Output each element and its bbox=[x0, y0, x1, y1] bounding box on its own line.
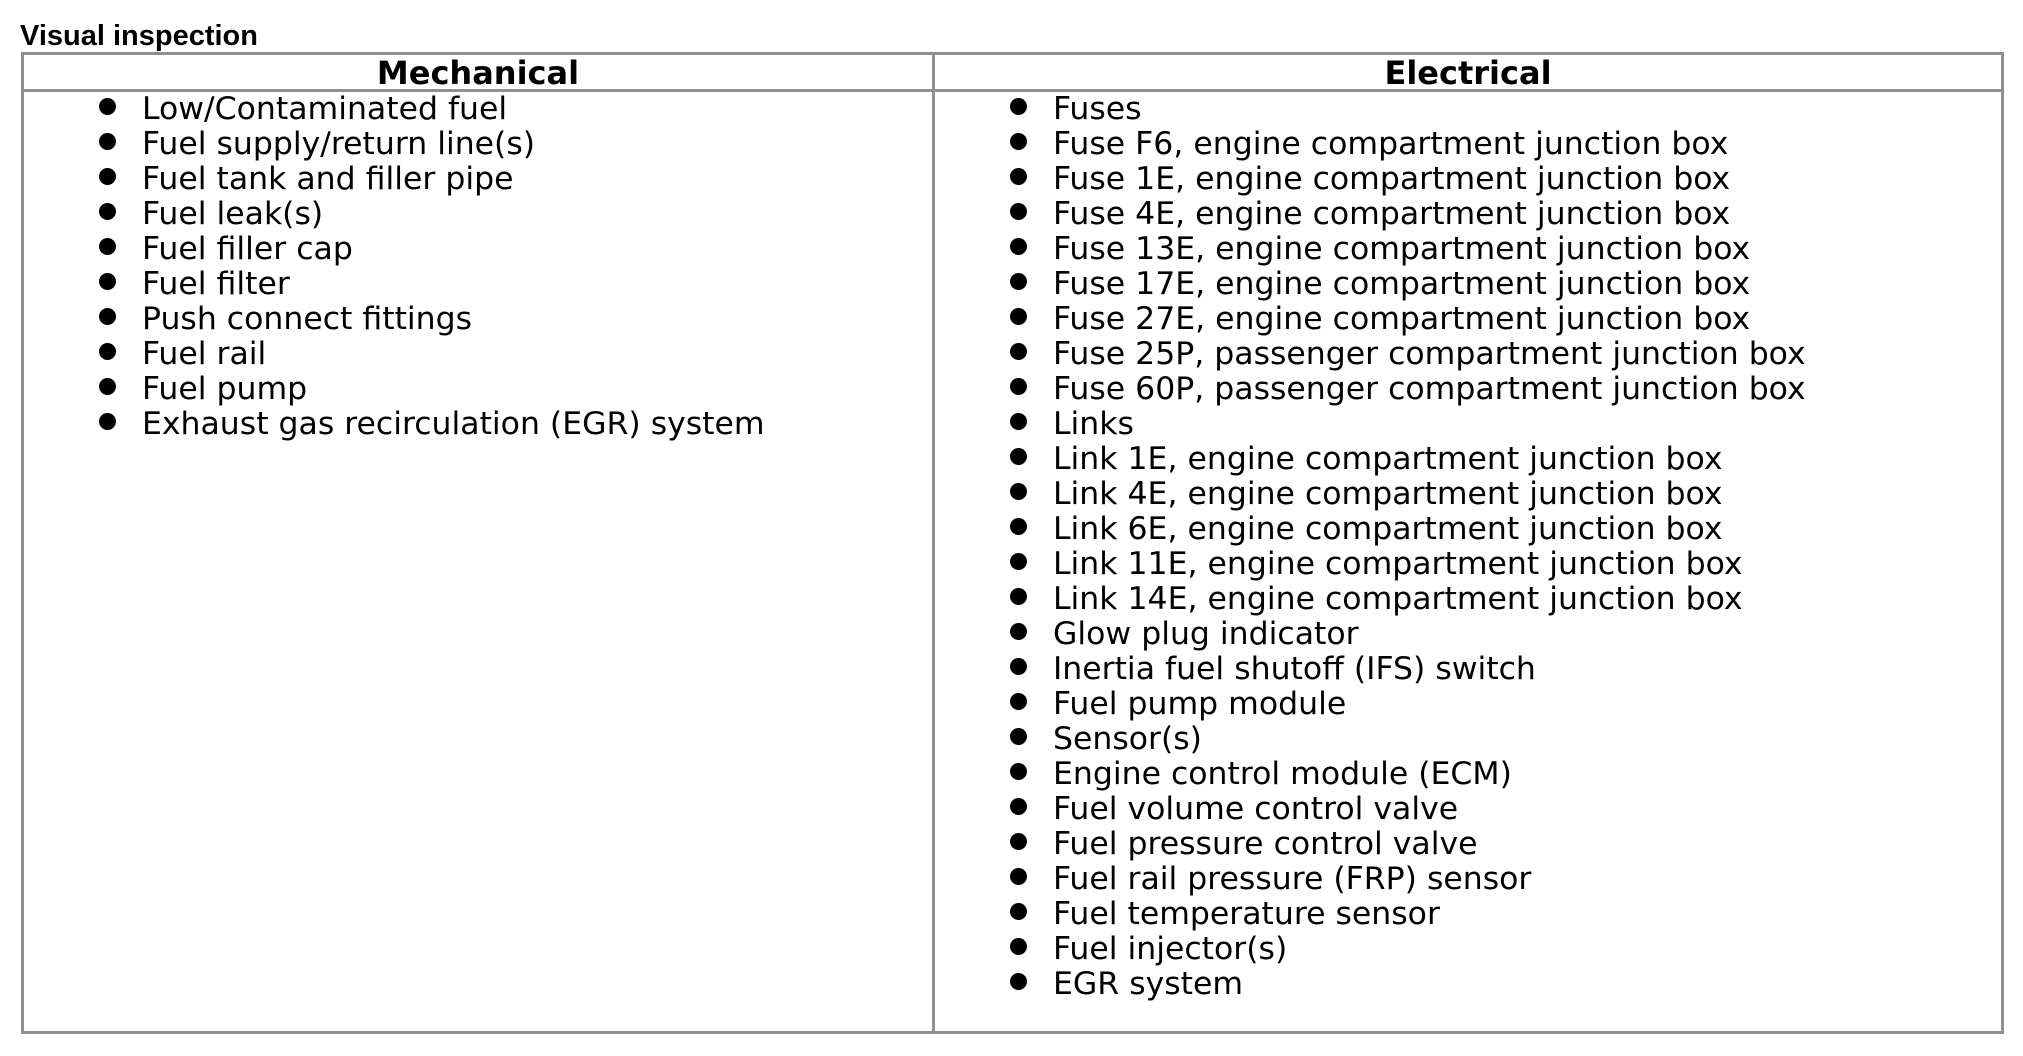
bullet-icon bbox=[1010, 98, 1027, 115]
mechanical-list-item bbox=[99, 337, 765, 372]
bullet-icon bbox=[1010, 273, 1027, 290]
list-item-text: Fuel injector(s) bbox=[1053, 931, 1288, 967]
list-item-text: Fuse 17E, engine compartment junction box bbox=[1053, 266, 1751, 302]
bullet-icon bbox=[1010, 623, 1027, 640]
bullet-icon bbox=[1010, 658, 1027, 675]
bullet-icon bbox=[1010, 728, 1027, 745]
list-item-text: Fuses bbox=[1053, 91, 1142, 127]
list-item-text: Low/Contaminated fuel bbox=[142, 91, 508, 127]
list-item-text: Fuel leak(s) bbox=[142, 196, 324, 232]
bullet-icon bbox=[99, 133, 116, 150]
bullet-icon bbox=[99, 413, 116, 430]
bullet-icon bbox=[1010, 798, 1027, 815]
bullet-icon bbox=[1010, 483, 1027, 500]
electrical-list-item bbox=[1010, 687, 1806, 722]
list-item-text: Fuel temperature sensor bbox=[1053, 896, 1440, 932]
list-item-text: Fuel supply/return line(s) bbox=[142, 126, 536, 162]
list-item-text: Fuse 13E, engine compartment junction box bbox=[1053, 231, 1751, 267]
list-item-text: Link 11E, engine compartment junction box bbox=[1053, 546, 1743, 582]
list-item-text: Fuse F6, engine compartment junction box bbox=[1053, 126, 1729, 162]
list-item-text: Fuel pump module bbox=[1053, 686, 1347, 722]
bullet-icon bbox=[99, 203, 116, 220]
electrical-list-item bbox=[1010, 757, 1806, 792]
mechanical-list-item bbox=[99, 407, 765, 442]
visual-inspection-table bbox=[21, 52, 2004, 1034]
bullet-icon bbox=[1010, 938, 1027, 955]
electrical-list-item bbox=[1010, 267, 1806, 302]
electrical-list-item bbox=[1010, 792, 1806, 827]
bullet-icon bbox=[99, 378, 116, 395]
electrical-column-header: Electrical bbox=[935, 55, 2001, 92]
electrical-item-list bbox=[1010, 92, 1806, 1002]
bullet-icon bbox=[1010, 518, 1027, 535]
electrical-list-item bbox=[1010, 862, 1806, 897]
electrical-list-item bbox=[1010, 967, 1806, 1002]
list-item-text: Fuse 25P, passenger compartment junction box bbox=[1053, 336, 1806, 372]
bullet-icon bbox=[1010, 308, 1027, 325]
list-item-text: Fuel filter bbox=[142, 266, 290, 302]
electrical-list-item bbox=[1010, 652, 1806, 687]
bullet-icon bbox=[1010, 903, 1027, 920]
electrical-list-item bbox=[1010, 337, 1806, 372]
bullet-icon bbox=[1010, 203, 1027, 220]
list-item-text: Push connect fittings bbox=[142, 301, 473, 337]
bullet-icon bbox=[1010, 553, 1027, 570]
mechanical-list-item bbox=[99, 92, 765, 127]
list-item-text: Fuse 27E, engine compartment junction box bbox=[1053, 301, 1751, 337]
mechanical-list-item bbox=[99, 302, 765, 337]
electrical-list-item bbox=[1010, 232, 1806, 267]
list-item-text: Fuse 4E, engine compartment junction box bbox=[1053, 196, 1731, 232]
electrical-list-item bbox=[1010, 302, 1806, 337]
electrical-list-item bbox=[1010, 617, 1806, 652]
list-item-text: Exhaust gas recirculation (EGR) system bbox=[142, 406, 765, 442]
list-item-text: Inertia fuel shutoff (IFS) switch bbox=[1053, 651, 1536, 687]
list-item-text: Glow plug indicator bbox=[1053, 616, 1359, 652]
bullet-icon bbox=[99, 308, 116, 325]
electrical-list-item bbox=[1010, 897, 1806, 932]
bullet-icon bbox=[1010, 588, 1027, 605]
list-item-text: Link 4E, engine compartment junction box bbox=[1053, 476, 1723, 512]
electrical-column-cell bbox=[935, 92, 2001, 1031]
electrical-list-item bbox=[1010, 442, 1806, 477]
bullet-icon bbox=[99, 238, 116, 255]
bullet-icon bbox=[1010, 448, 1027, 465]
bullet-icon bbox=[99, 168, 116, 185]
list-item-text: Fuse 60P, passenger compartment junction box bbox=[1053, 371, 1806, 407]
bullet-icon bbox=[1010, 378, 1027, 395]
mechanical-list-item bbox=[99, 162, 765, 197]
electrical-list-item bbox=[1010, 827, 1806, 862]
list-item-text: Fuse 1E, engine compartment junction box bbox=[1053, 161, 1731, 197]
list-item-text: Fuel volume control valve bbox=[1053, 791, 1459, 827]
list-item-text: Fuel tank and filler pipe bbox=[142, 161, 514, 197]
bullet-icon bbox=[1010, 693, 1027, 710]
electrical-list-item bbox=[1010, 932, 1806, 967]
mechanical-list-item bbox=[99, 127, 765, 162]
bullet-icon bbox=[1010, 763, 1027, 780]
list-item-text: Fuel pump bbox=[142, 371, 308, 407]
list-item-text: Fuel rail bbox=[142, 336, 267, 372]
electrical-list-item bbox=[1010, 407, 1806, 442]
bullet-icon bbox=[1010, 973, 1027, 990]
list-item-text: Sensor(s) bbox=[1053, 721, 1202, 757]
bullet-icon bbox=[99, 273, 116, 290]
bullet-icon bbox=[1010, 133, 1027, 150]
bullet-icon bbox=[1010, 413, 1027, 430]
electrical-list-item bbox=[1010, 162, 1806, 197]
list-item-text: Link 1E, engine compartment junction box bbox=[1053, 441, 1723, 477]
mechanical-column-cell bbox=[24, 92, 935, 1031]
bullet-icon bbox=[99, 343, 116, 360]
mechanical-column-header: Mechanical bbox=[24, 55, 935, 92]
bullet-icon bbox=[1010, 868, 1027, 885]
bullet-icon bbox=[1010, 168, 1027, 185]
mechanical-list-item bbox=[99, 372, 765, 407]
electrical-list-item bbox=[1010, 477, 1806, 512]
list-item-text: Link 14E, engine compartment junction box bbox=[1053, 581, 1743, 617]
electrical-list-item bbox=[1010, 92, 1806, 127]
list-item-text: Fuel filler cap bbox=[142, 231, 353, 267]
electrical-list-item bbox=[1010, 582, 1806, 617]
electrical-list-item bbox=[1010, 127, 1806, 162]
bullet-icon bbox=[1010, 833, 1027, 850]
mechanical-list-item bbox=[99, 267, 765, 302]
list-item-text: EGR system bbox=[1053, 966, 1244, 1002]
list-item-text: Engine control module (ECM) bbox=[1053, 756, 1512, 792]
list-item-text: Links bbox=[1053, 406, 1134, 442]
section-title: Visual inspection bbox=[20, 20, 258, 52]
mechanical-item-list bbox=[99, 92, 765, 442]
list-item-text: Fuel rail pressure (FRP) sensor bbox=[1053, 861, 1532, 897]
electrical-list-item bbox=[1010, 512, 1806, 547]
bullet-icon bbox=[1010, 238, 1027, 255]
electrical-list-item bbox=[1010, 547, 1806, 582]
electrical-list-item bbox=[1010, 197, 1806, 232]
list-item-text: Link 6E, engine compartment junction box bbox=[1053, 511, 1723, 547]
mechanical-list-item bbox=[99, 197, 765, 232]
bullet-icon bbox=[99, 98, 116, 115]
bullet-icon bbox=[1010, 343, 1027, 360]
electrical-list-item bbox=[1010, 722, 1806, 757]
list-item-text: Fuel pressure control valve bbox=[1053, 826, 1478, 862]
electrical-list-item bbox=[1010, 372, 1806, 407]
mechanical-list-item bbox=[99, 232, 765, 267]
